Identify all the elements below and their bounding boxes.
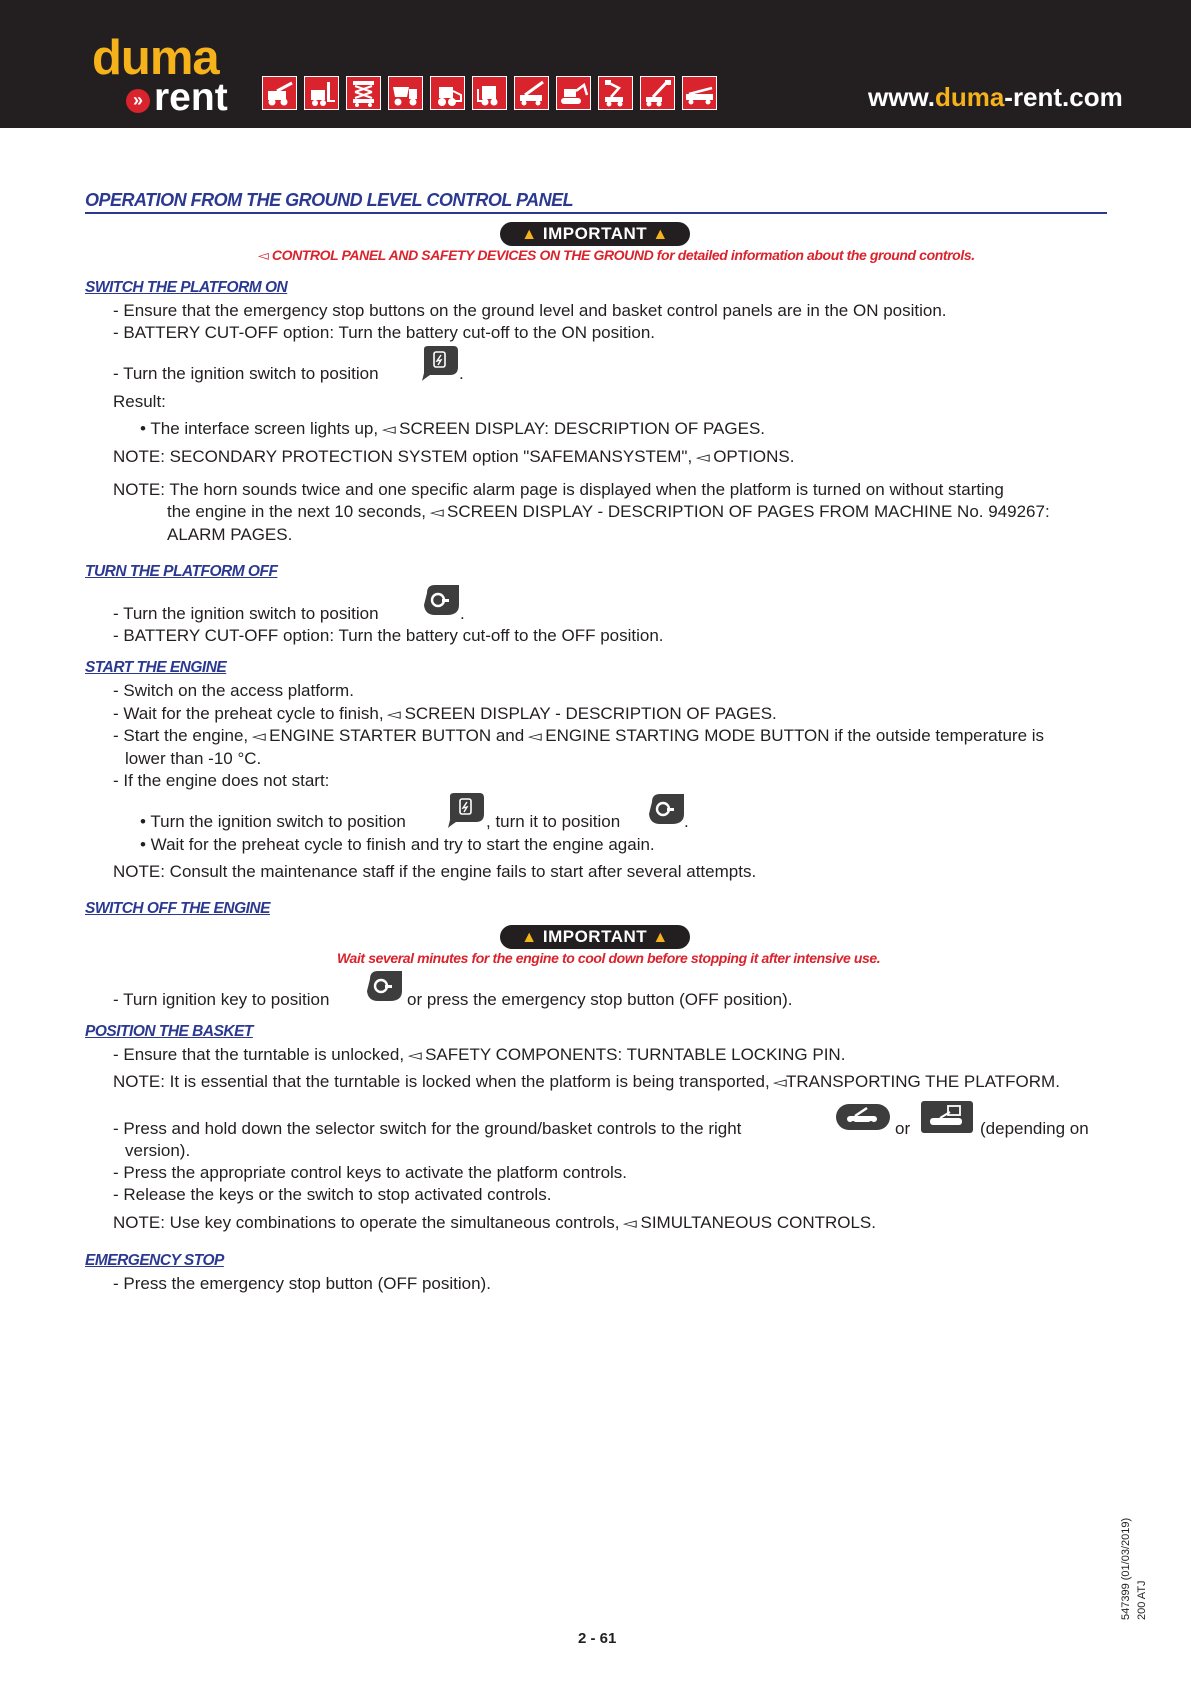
text-fragment: (depending on <box>980 1119 1089 1138</box>
logo-duma: duma <box>92 31 219 85</box>
important-label: IMPORTANT <box>542 224 648 243</box>
text-line <box>167 501 1050 524</box>
cross-reference[interactable]: SIMULTANEOUS CONTROLS. <box>640 1213 876 1232</box>
text-line: - BATTERY CUT-OFF option: Turn the battery cut-off to the OFF position. <box>113 626 664 645</box>
doc-reference: 547399 (01/03/2019) <box>1120 1517 1132 1620</box>
articulated-boom-icon <box>598 76 633 110</box>
basket-control-selector-icon <box>920 1100 974 1134</box>
text-fragment: , turn it to position <box>486 812 621 831</box>
text-fragment: or <box>895 1119 911 1138</box>
text-line: - Turn the ignition switch to position <box>113 604 379 623</box>
heading-switch-on: SWITCH THE PLATFORM ON <box>85 279 288 296</box>
cross-reference[interactable]: SCREEN DISPLAY - DESCRIPTION OF PAGES. <box>404 704 777 723</box>
cross-reference[interactable]: SCREEN DISPLAY - DESCRIPTION OF PAGES FROM MACHINE No. 949267: <box>446 502 1050 521</box>
model-name: 200 ATJ <box>1136 1580 1148 1620</box>
text-line: Result: <box>113 392 166 411</box>
section-title: OPERATION FROM THE GROUND LEVEL CONTROL PANEL <box>85 190 1107 214</box>
warning-icon: ▲ <box>652 226 669 243</box>
text-fragment: - Turn the ignition switch to position <box>113 364 379 383</box>
reference-arrow-icon: ◅ <box>527 728 542 745</box>
warning-icon: ▲ <box>521 929 538 946</box>
ignition-off-icon <box>364 969 404 1005</box>
heading-position-basket: POSITION THE BASKET <box>85 1023 253 1040</box>
telehandler-icon <box>262 76 297 110</box>
heading-emergency-stop: EMERGENCY STOP <box>85 1252 224 1269</box>
ignition-on-icon <box>446 792 486 828</box>
important-note: Wait several minutes for the engine to cool down before stopping it after intensive use. <box>337 950 881 966</box>
text-fragment: NOTE: It is essential that the turntable is locked when the platform is being transported, <box>113 1072 770 1091</box>
text-fragment: . <box>459 364 464 383</box>
text-line <box>113 725 1044 748</box>
reference-arrow-icon: ◅ <box>429 504 444 521</box>
text-line: - Press and hold down the selector switch for the ground/basket controls to the right <box>113 1119 742 1138</box>
text-fragment: or press the emergency stop button (OFF position). <box>407 990 793 1009</box>
reference-arrow-icon: ◅ <box>381 421 396 438</box>
important-note-text: CONTROL PANEL AND SAFETY DEVICES ON THE GROUND for detailed information about the ground controls. <box>271 247 975 263</box>
text-line: lower than -10 °C. <box>125 749 262 768</box>
cross-reference[interactable]: ENGINE STARTER BUTTON and <box>269 726 525 745</box>
text-line: - Ensure that the emergency stop buttons on the ground level and basket control panels are in the ON position. <box>113 301 947 320</box>
text-fragment: - Start the engine, <box>113 726 249 745</box>
text-fragment: NOTE: SECONDARY PROTECTION SYSTEM option "SAFEMANSYSTEM", <box>113 447 693 466</box>
excavator-icon <box>556 76 591 110</box>
ignition-off-icon <box>421 583 461 619</box>
reference-arrow-icon: ◅ <box>251 728 266 745</box>
text-fragment: - Wait for the preheat cycle to finish, <box>113 704 384 723</box>
text-fragment: - Ensure that the turntable is unlocked, <box>113 1045 405 1064</box>
truck-mounted-lift-icon <box>682 76 717 110</box>
text-line: - Turn ignition key to position <box>113 990 330 1009</box>
text-line <box>113 1044 845 1067</box>
machine-icon-strip <box>262 76 717 110</box>
website-url[interactable] <box>868 82 1123 113</box>
heading-start-engine: START THE ENGINE <box>85 659 227 676</box>
text-line: NOTE: The horn sounds twice and one specific alarm page is displayed when the platform is turned on without starting <box>113 480 1004 499</box>
ground-control-selector-icon <box>835 1102 891 1132</box>
text-line: version). <box>125 1141 191 1160</box>
heading-turn-off: TURN THE PLATFORM OFF <box>85 563 278 580</box>
reference-arrow-icon: ◅ <box>387 706 401 723</box>
website-suffix: -rent.com <box>1004 82 1123 112</box>
page-number: 2 - 61 <box>578 1630 617 1647</box>
cross-reference[interactable]: SAFETY COMPONENTS: TURNTABLE LOCKING PIN. <box>425 1045 846 1064</box>
warning-icon: ▲ <box>652 929 669 946</box>
reference-arrow-icon: ◅ <box>623 1215 637 1232</box>
scissor-lift-icon <box>346 76 381 110</box>
cross-reference[interactable]: SCREEN DISPLAY: DESCRIPTION OF PAGES. <box>399 419 766 438</box>
boom-lift-icon <box>640 76 675 110</box>
text-line <box>113 446 794 469</box>
ignition-on-icon <box>420 345 460 381</box>
forklift-icon <box>304 76 339 110</box>
website-prefix: www. <box>868 82 935 112</box>
text-fragment: NOTE: Use key combinations to operate the simultaneous controls, <box>113 1213 620 1232</box>
text-line <box>113 1071 1060 1094</box>
dumper-icon <box>388 76 423 110</box>
text-line <box>113 363 379 385</box>
warning-icon: ▲ <box>521 226 538 243</box>
text-fragment: the engine in the next 10 seconds, <box>167 502 426 521</box>
text-line: ALARM PAGES. <box>167 525 293 544</box>
heading-switch-off: SWITCH OFF THE ENGINE <box>85 900 270 917</box>
website-accent: duma <box>934 82 1005 112</box>
page-header <box>0 0 1191 128</box>
text-fragment: • The interface screen lights up, <box>140 419 379 438</box>
text-line: - BATTERY CUT-OFF option: Turn the battery cut-off to the ON position. <box>113 323 656 342</box>
logo-rent: rent <box>154 76 228 119</box>
text-line: - Press the emergency stop button (OFF position). <box>113 1274 491 1293</box>
crane-icon <box>514 76 549 110</box>
reference-arrow-icon: ◅ <box>258 247 269 263</box>
skid-steer-icon <box>472 76 507 110</box>
ignition-off-icon <box>646 792 686 828</box>
loader-icon <box>430 76 465 110</box>
reference-arrow-icon: ◅ <box>407 1047 422 1064</box>
text-line: - Switch on the access platform. <box>113 681 354 700</box>
text-line: • Wait for the preheat cycle to finish and try to start the engine again. <box>140 835 655 854</box>
text-line: - If the engine does not start: <box>113 771 330 790</box>
important-label: IMPORTANT <box>542 927 648 946</box>
cross-reference[interactable]: TRANSPORTING THE PLATFORM. <box>786 1072 1060 1091</box>
text-fragment: . <box>684 812 689 831</box>
important-badge <box>500 925 690 949</box>
text-line: NOTE: Consult the maintenance staff if the engine fails to start after several attempts. <box>113 862 757 881</box>
reference-arrow-icon: ◅ <box>773 1074 788 1091</box>
text-line <box>140 418 765 441</box>
cross-reference[interactable]: ENGINE STARTING MODE BUTTON if the outside temperature is <box>545 726 1045 745</box>
text-line <box>113 1212 876 1235</box>
text-line: - Release the keys or the switch to stop activated controls. <box>113 1185 552 1204</box>
text-fragment: . <box>460 604 465 623</box>
reference-arrow-icon: ◅ <box>695 449 710 466</box>
important-note <box>258 247 975 264</box>
text-line: - Press the appropriate control keys to activate the platform controls. <box>113 1163 628 1182</box>
logo-chevron: » <box>126 89 150 113</box>
text-line <box>113 703 777 726</box>
cross-reference[interactable]: OPTIONS. <box>713 447 795 466</box>
text-line: • Turn the ignition switch to position <box>140 812 406 831</box>
important-badge <box>500 222 690 246</box>
